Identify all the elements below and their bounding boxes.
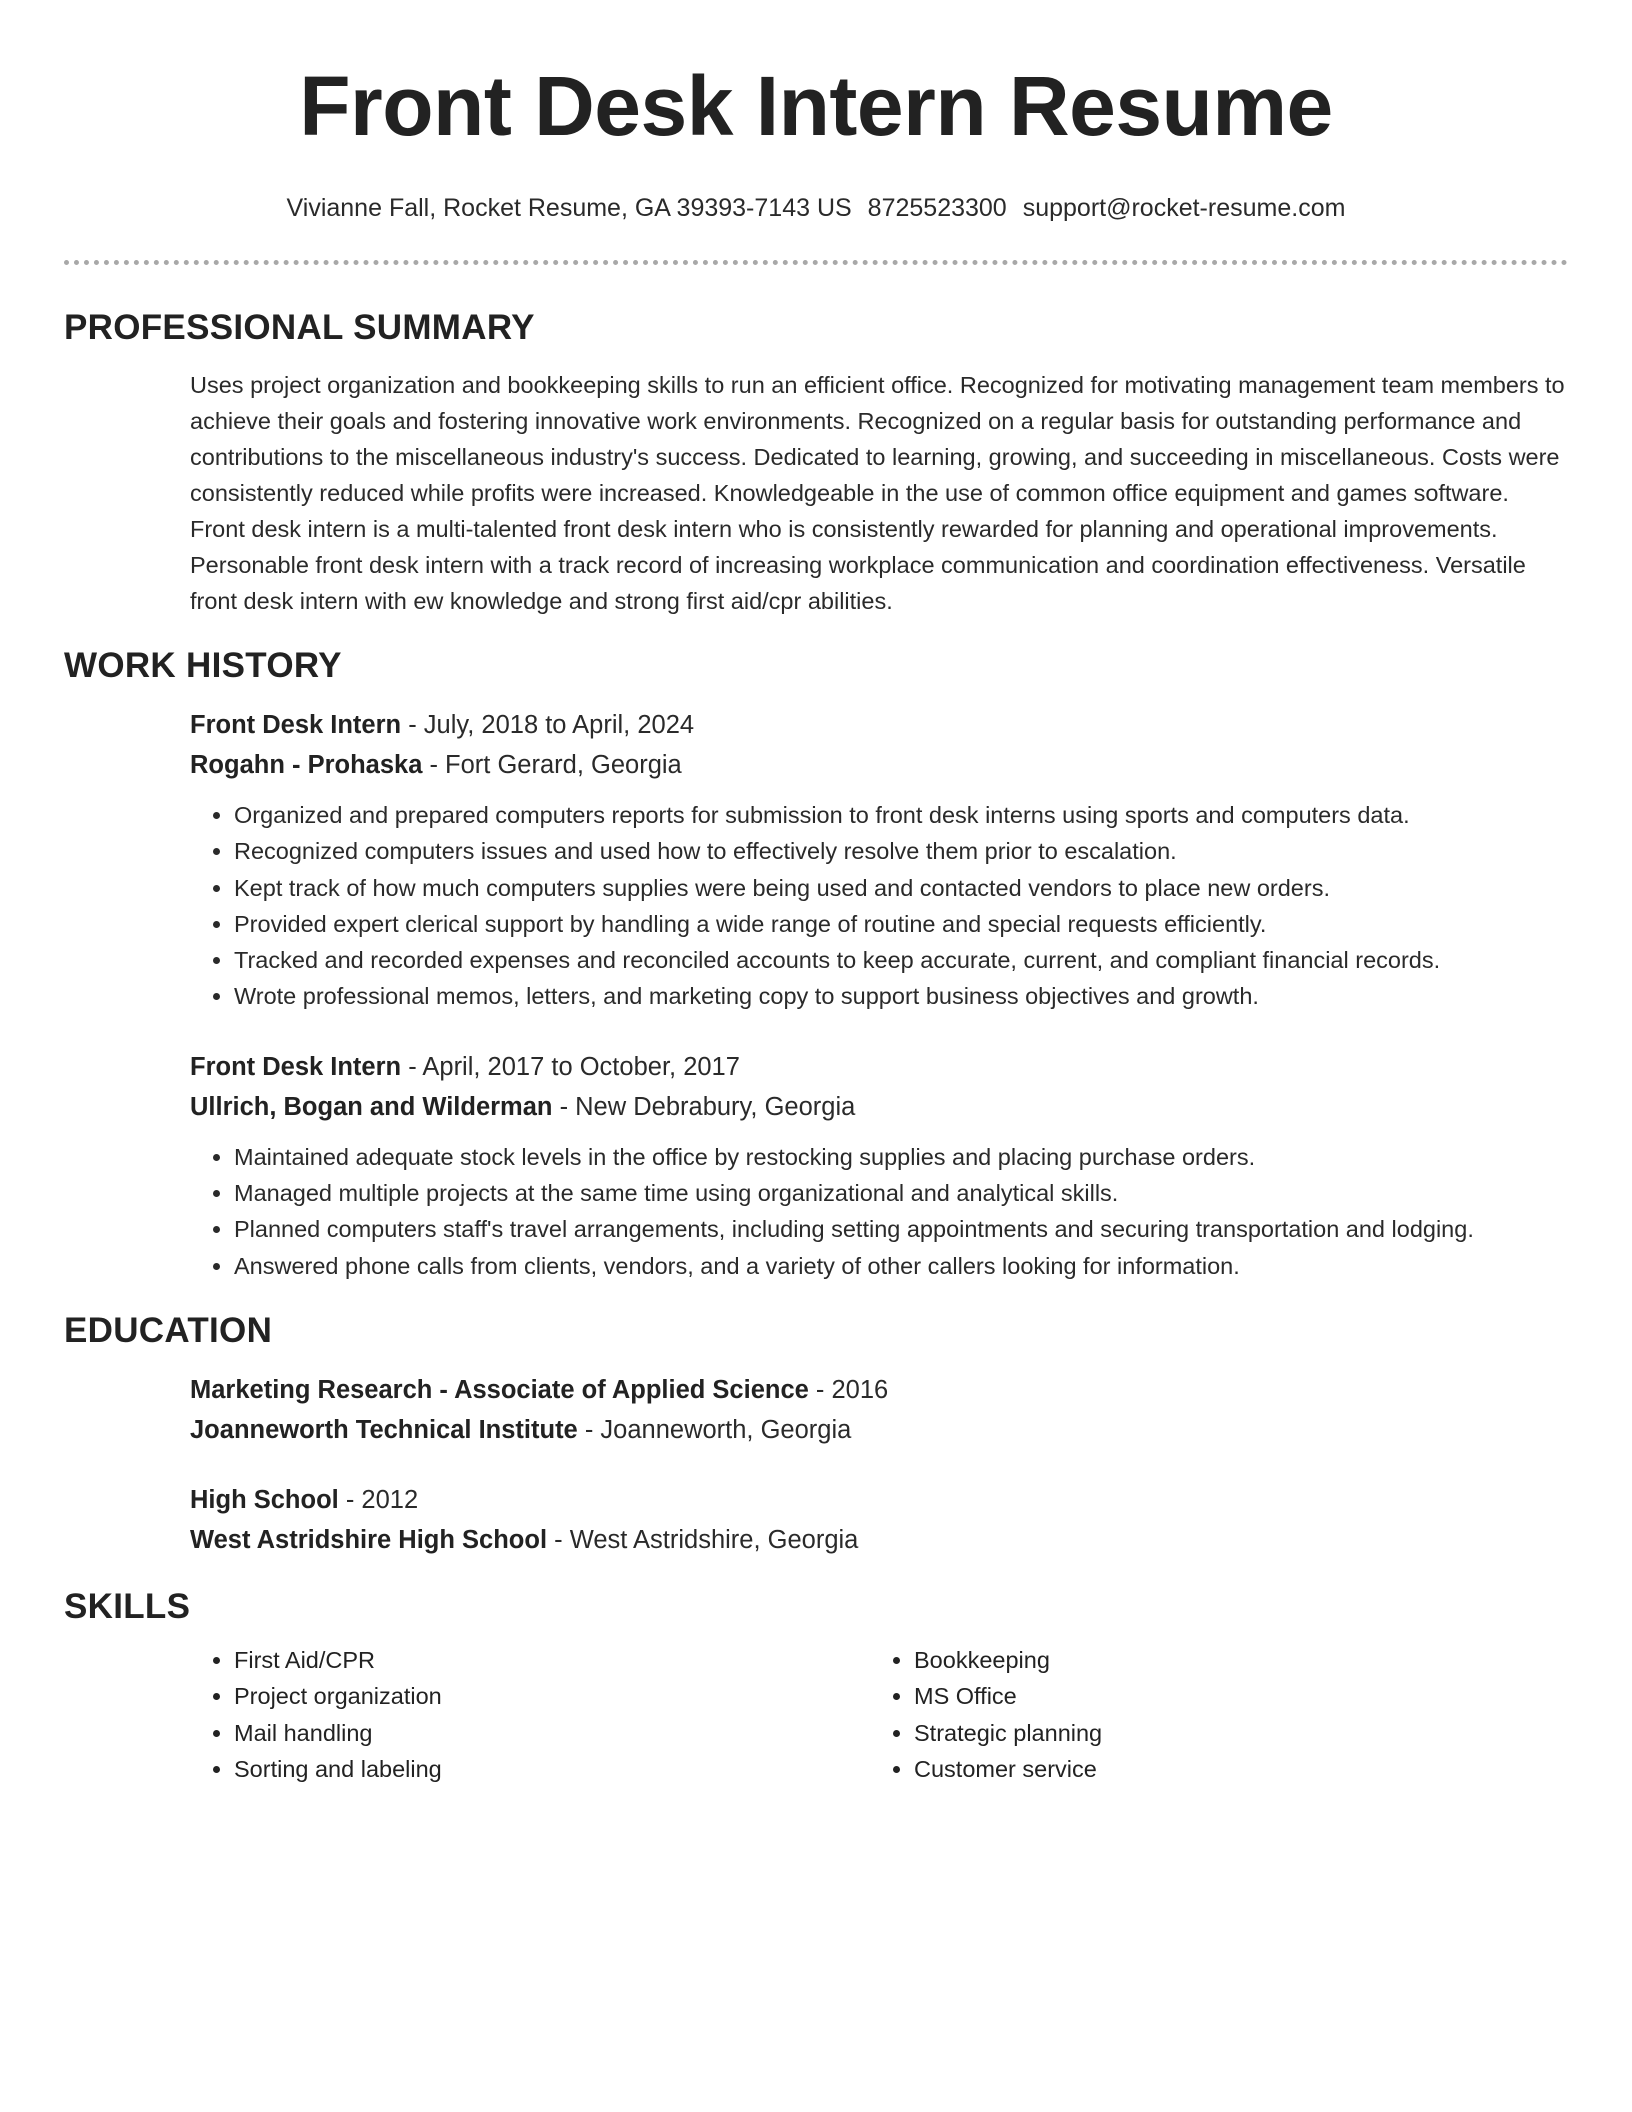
contact-line	[64, 192, 1568, 224]
skills-list-left	[190, 1642, 870, 1787]
education-degree-line	[190, 1370, 1568, 1410]
list-item: • First Aid/CPR	[234, 1642, 870, 1678]
contact-address: Vivianne Fall, Rocket Resume, GA 39393-7143 US	[286, 194, 852, 222]
list-item: • Recognized computers issues and used how to effectively resolve them prior to escalation.	[234, 833, 1568, 869]
list-item: • Kept track of how much computers supplies were being used and contacted vendors to place new orders.	[234, 870, 1568, 906]
header-divider	[64, 260, 1568, 265]
job-company-line	[190, 1087, 1568, 1127]
job-company: Rogahn - Prohaska	[190, 751, 423, 779]
education-location: - West Astridshire, Georgia	[547, 1525, 859, 1554]
list-item: • Organized and prepared computers reports for submission to front desk interns using sports and computers data.	[234, 797, 1568, 833]
job-dates: - April, 2017 to October, 2017	[401, 1052, 740, 1081]
job-title: Front Desk Intern	[190, 711, 402, 739]
education-degree: Marketing Research - Associate of Applied Science	[190, 1375, 809, 1404]
education-entry	[190, 1480, 1568, 1560]
summary-text: Uses project organization and bookkeeping skills to run an efficient office. Recognized for motivating management team members to achieve their goals and fostering innovative work environments. Recognized on a regular basis for outstanding performance and contributions to the miscellaneous industry's success. Dedicated to learning, growing, and succeeding in miscellaneous. Costs were consistently reduced while profits were increased. Knowledgeable in the use of common office equipment and games software. Front desk intern is a multi-talented front desk intern who is consistently rewarded for planning and operational improvements. Personable front desk intern with a track record of increasing workplace communication and coordination effectiveness. Versatile front desk intern with ew knowledge and strong first aid/cpr abilities.	[190, 372, 1565, 614]
job-bullets	[190, 797, 1568, 1015]
list-item: • Tracked and recorded expenses and reconciled accounts to keep accurate, current, and compliant financial records.	[234, 942, 1568, 978]
work-history-section	[190, 705, 1568, 1284]
education-school: West Astridshire High School	[190, 1525, 548, 1554]
job-company: Ullrich, Bogan and Wilderman	[190, 1092, 553, 1121]
job-entry	[190, 1047, 1568, 1284]
job-location: - Fort Gerard, Georgia	[422, 751, 682, 779]
education-degree: High School	[190, 1485, 339, 1514]
skills-list-right	[870, 1642, 1550, 1787]
job-dates: - July, 2018 to April, 2024	[401, 711, 695, 739]
list-item: • Strategic planning	[914, 1715, 1550, 1751]
list-item: • Maintained adequate stock levels in the office by restocking supplies and placing purchase orders.	[234, 1139, 1568, 1175]
list-item: • MS Office	[914, 1678, 1550, 1714]
education-school-line	[190, 1410, 1568, 1450]
job-title: Front Desk Intern	[190, 1052, 402, 1081]
list-item: • Customer service	[914, 1751, 1550, 1787]
job-bullets	[190, 1139, 1568, 1284]
job-title-line	[190, 705, 1568, 745]
list-item: • Mail handling	[234, 1715, 870, 1751]
skills-heading: SKILLS	[64, 1586, 191, 1626]
list-item: • Project organization	[234, 1678, 870, 1714]
education-school: Joanneworth Technical Institute	[190, 1415, 578, 1444]
summary-heading: PROFESSIONAL SUMMARY	[64, 308, 535, 347]
list-item: • Planned computers staff's travel arrangements, including setting appointments and securing transportation and lodging.	[234, 1211, 1568, 1247]
education-section	[190, 1370, 1568, 1560]
education-school-line	[190, 1520, 1568, 1560]
summary-section	[190, 367, 1568, 619]
job-company-line	[190, 745, 1568, 785]
list-item: • Sorting and labeling	[234, 1751, 870, 1787]
education-location: - Joanneworth, Georgia	[577, 1415, 852, 1444]
list-item: • Managed multiple projects at the same time using organizational and analytical skills.	[234, 1175, 1568, 1211]
job-title-line	[190, 1047, 1568, 1087]
education-entry	[190, 1370, 1568, 1450]
list-item: • Wrote professional memos, letters, and marketing copy to support business objectives and growth.	[234, 978, 1568, 1014]
list-item: • Answered phone calls from clients, vendors, and a variety of other callers looking for information.	[234, 1248, 1568, 1284]
resume-title: Front Desk Intern Resume	[299, 59, 1333, 153]
contact-email: support@rocket-resume.com	[1022, 194, 1346, 222]
education-heading: EDUCATION	[64, 1310, 273, 1350]
education-degree-line	[190, 1480, 1568, 1520]
list-item: • Provided expert clerical support by handling a wide range of routine and special requests efficiently.	[234, 906, 1568, 942]
work-history-heading: WORK HISTORY	[64, 646, 342, 685]
education-year: - 2016	[808, 1375, 889, 1404]
job-location: - New Debrabury, Georgia	[552, 1092, 856, 1121]
skills-section	[190, 1628, 1568, 1787]
job-entry	[190, 705, 1568, 1015]
contact-phone: 8725523300	[867, 194, 1007, 222]
education-year: - 2012	[338, 1485, 419, 1514]
list-item: • Bookkeeping	[914, 1642, 1550, 1678]
